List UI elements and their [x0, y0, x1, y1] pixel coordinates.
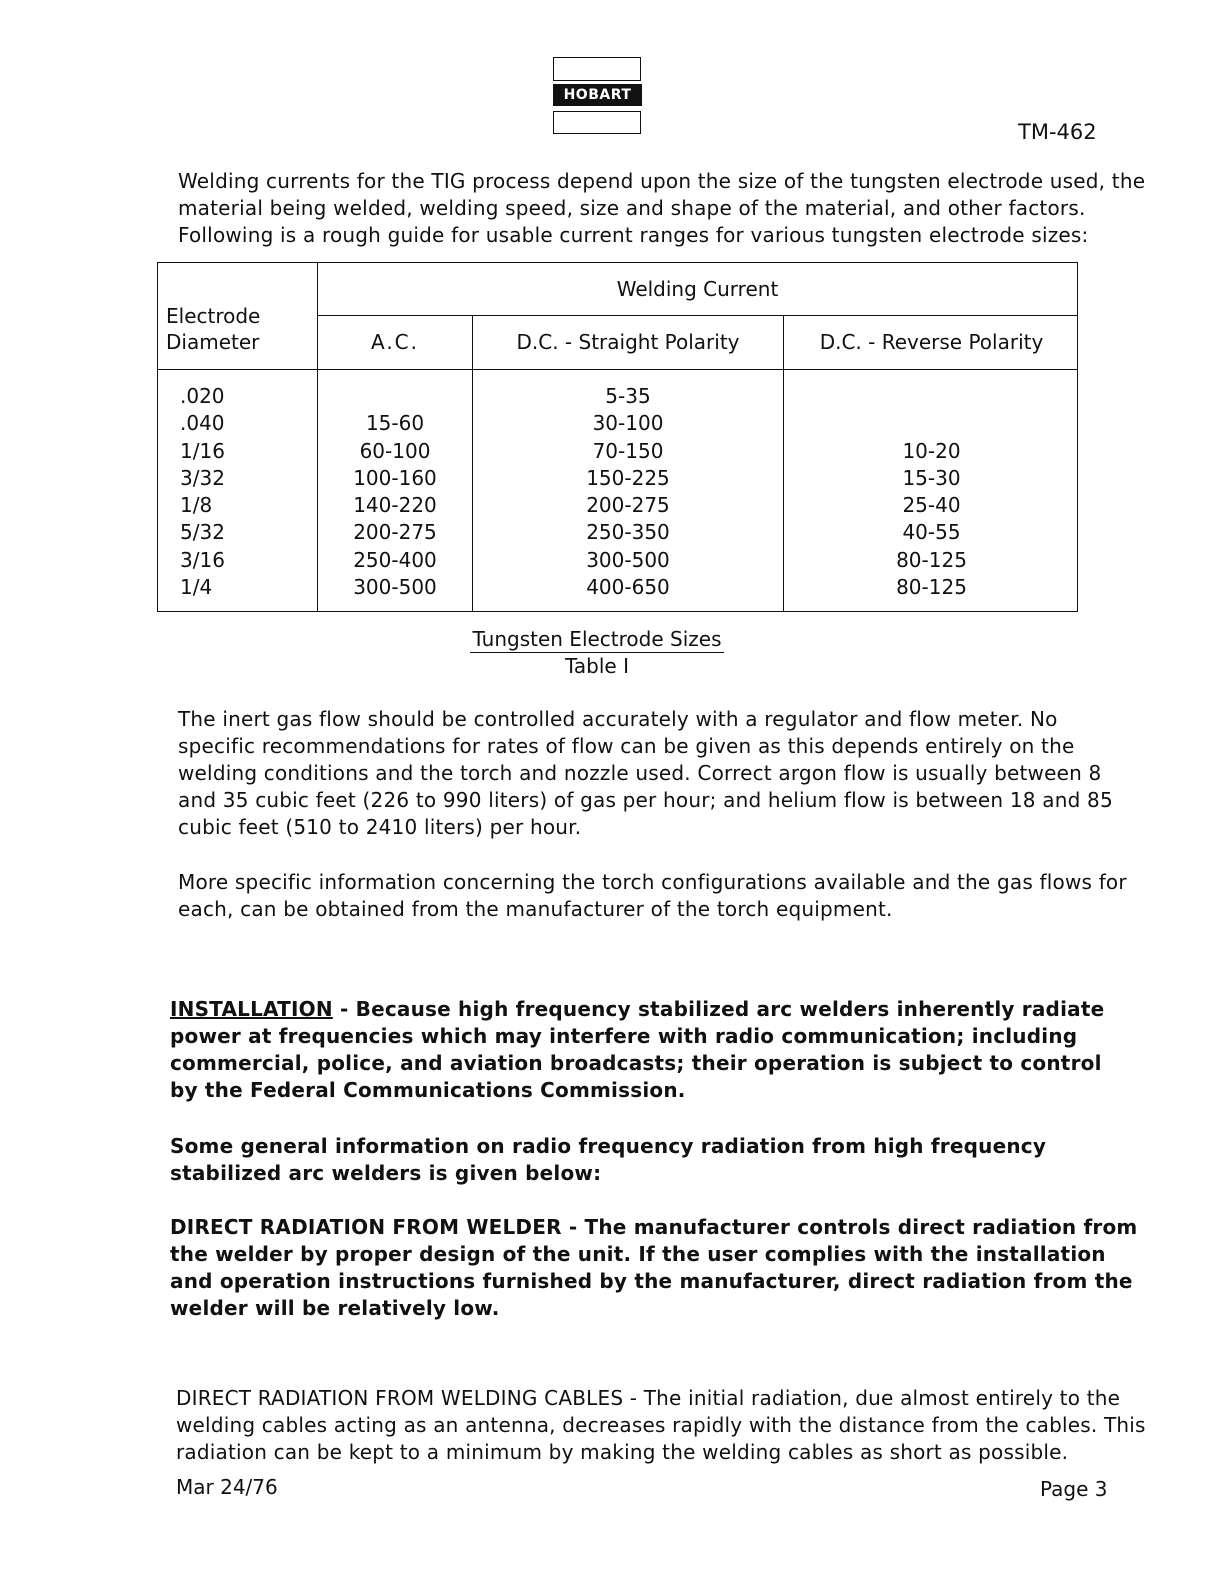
table-cell: 15-30 [902, 465, 961, 490]
caption-subtitle: Table I [565, 654, 629, 678]
table-cell: 30-100 [592, 411, 664, 436]
logo-text: HOBART [553, 84, 642, 106]
logo-bottom-box [553, 111, 641, 134]
table-divider [317, 315, 1077, 316]
direct-radiation-cables-paragraph: DIRECT RADIATION FROM WELDING CABLES - The initial radiation, due almost entirely to the welding cables acting as an antenna, decreases rapidly with the distance from the cables. This radiation can be kept to a minimum by making the welding cables as short as possible. [176, 1386, 1146, 1464]
logo-top-box [553, 57, 641, 81]
direct-radiation-welder-paragraph: DIRECT RADIATION FROM WELDER - The manufacturer controls direct radiation from the welder by proper design of the unit. If the user complies with the installation and operation instructions furnished by the manufacturer, direct radiation from the welder will be relatively low. [170, 1215, 1138, 1320]
column-ac [318, 383, 472, 601]
column-diameter [180, 383, 225, 601]
table-cell: 300-500 [353, 575, 437, 600]
table-divider [158, 369, 1077, 370]
header-dc-straight: D.C. - Straight Polarity [516, 330, 740, 354]
column-dc-straight [473, 383, 783, 601]
intro-paragraph: Welding currents for the TIG process depend upon the size of the tungsten electrode used, the material being welded, welding speed, size and shape of the material, and other factors. Following is a rough guide for usable current ranges for various tungsten electrode sizes: [178, 169, 1146, 247]
table-cell: 1/4 [180, 575, 213, 600]
header-electrode-line2: Diameter [166, 330, 260, 354]
installation-paragraph [170, 996, 1130, 1104]
gas-flow-paragraph: The inert gas flow should be controlled accurately with a regulator and flow meter. No specific recommendations for rates of flow can be given as this depends entirely on the welding conditions and the torch and nozzle used. Correct argon flow is usually between 8 and 35 cubic feet (226 to 990 liters) of gas per hour; and helium flow is between 18 and 85 cubic feet (510 to 2410 liters) per hour. [178, 707, 1113, 839]
table-cell: 100-160 [353, 465, 437, 490]
header-ac: A.C. [370, 330, 419, 354]
table-caption [470, 626, 724, 679]
footer-date: Mar 24/76 [176, 1475, 278, 1499]
table-cell: 3/16 [180, 547, 225, 572]
table-cell: 200-275 [353, 520, 437, 545]
table-cell: 300-500 [586, 547, 670, 572]
footer-page-number: Page 3 [1040, 1477, 1108, 1501]
torch-info-paragraph: More specific information concerning the torch configurations available and the gas flows for each, can be obtained from the manufacturer of the torch equipment. [178, 870, 1127, 921]
table-cell: 140-220 [353, 493, 437, 518]
table-cell: 40-55 [902, 520, 961, 545]
table-cell: .040 [180, 411, 225, 436]
caption-title: Tungsten Electrode Sizes [470, 626, 724, 653]
table-cell: 1/8 [180, 493, 213, 518]
header-electrode [166, 303, 260, 355]
table-cell: 80-125 [896, 547, 967, 572]
table-cell: 25-40 [902, 493, 961, 518]
table-cell: 3/32 [180, 465, 225, 490]
table-cell [784, 383, 1079, 410]
header-electrode-line1: Electrode [166, 304, 261, 328]
table-cell: .020 [180, 384, 225, 408]
table-cell: 15-60 [365, 411, 425, 436]
table-cell: 80-125 [896, 575, 967, 600]
table-cell: 400-650 [586, 575, 670, 600]
installation-text: - Because high frequency stabilized arc welders inherently radiate power at frequencies which may interfere with radio communication; including commercial, police, and aviation broadcasts; their operation is subject to control by the Federal Communications Commission. [170, 997, 1105, 1102]
header-welding-current: Welding Current [616, 277, 779, 301]
table-cell: 10-20 [902, 438, 961, 463]
general-info-paragraph: Some general information on radio frequency radiation from high frequency stabilized arc welders is given below: [170, 1134, 1047, 1185]
table-cell: 1/16 [180, 438, 225, 463]
table-cell: 250-350 [586, 520, 670, 545]
column-dc-reverse [784, 383, 1079, 601]
table-cell [318, 383, 472, 410]
header-dc-reverse: D.C. - Reverse Polarity [819, 330, 1044, 354]
table-cell: 200-275 [586, 493, 670, 518]
hobart-logo [553, 57, 641, 135]
table-cell [784, 410, 1079, 437]
table-cell: 60-100 [359, 438, 431, 463]
table-cell: 70-150 [592, 438, 664, 463]
table-cell: 150-225 [586, 465, 670, 490]
installation-heading: INSTALLATION [170, 997, 333, 1021]
table-cell: 250-400 [353, 547, 437, 572]
document-number: TM-462 [1018, 120, 1097, 144]
electrode-table [157, 262, 1078, 612]
table-cell: 5/32 [180, 520, 225, 545]
table-cell: 5-35 [605, 384, 651, 408]
